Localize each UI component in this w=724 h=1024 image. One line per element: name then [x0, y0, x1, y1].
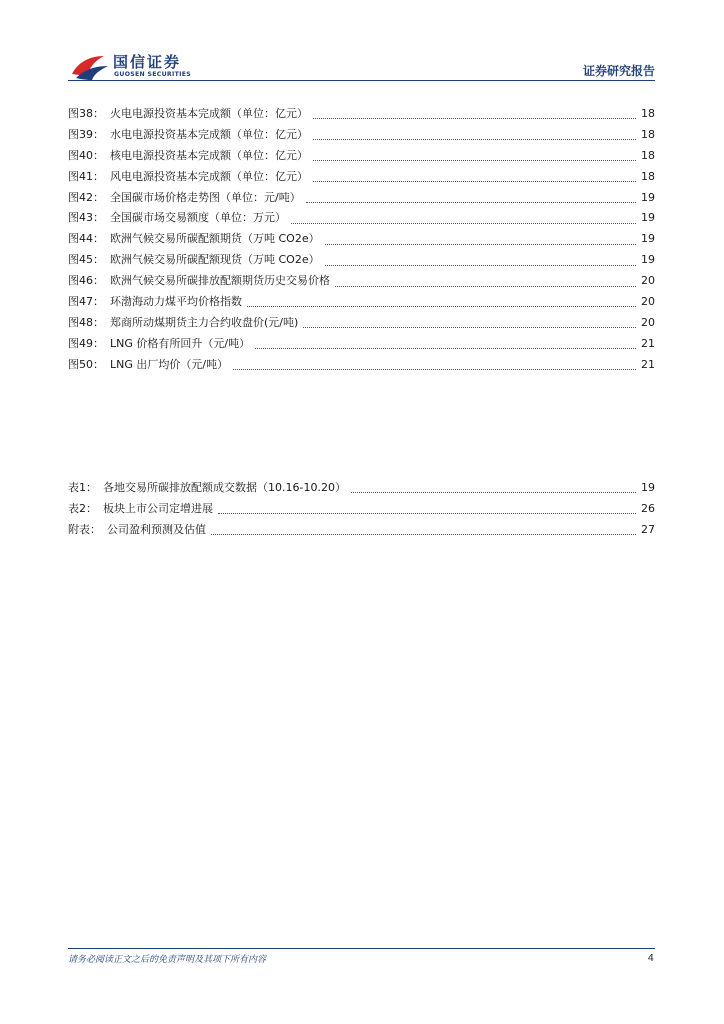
- figure-toc-entry[interactable]: [68, 271, 655, 292]
- toc-dot-leader: [313, 159, 636, 161]
- toc-entry-title: 公司盈利预测及估值: [107, 522, 206, 536]
- toc-entry-title: LNG 价格有所回升（元/吨）: [110, 336, 251, 350]
- page-header: [0, 0, 724, 90]
- figure-toc-entry[interactable]: [68, 334, 655, 355]
- toc-dot-leader: [211, 533, 636, 535]
- figure-toc-entry[interactable]: [68, 355, 655, 376]
- figure-toc-entry[interactable]: [68, 208, 655, 229]
- toc-entry-title: 板块上市公司定增进展: [103, 501, 213, 515]
- toc-entry-page-number: 27: [641, 522, 655, 536]
- toc-dot-leader: [233, 368, 636, 370]
- guosen-logo-icon: [70, 52, 110, 82]
- figure-toc-entry[interactable]: [68, 188, 655, 209]
- toc-entry-title: 环渤海动力煤平均价格指数: [110, 295, 242, 309]
- toc-entry-label: 附表：: [68, 522, 101, 536]
- toc-entry-title: 火电电源投资基本完成额（单位：亿元）: [110, 107, 308, 120]
- toc-entry-title: 全国碳市场价格走势图（单位：元/吨）: [110, 190, 301, 204]
- toc-entry-page-number: 20: [641, 315, 655, 329]
- figure-toc-entry[interactable]: [68, 125, 655, 146]
- toc-dot-leader: [313, 117, 636, 119]
- page-number: 4: [647, 953, 654, 964]
- toc-entry-title: 全国碳市场交易额度（单位：万元）: [110, 211, 286, 225]
- figure-toc-entry[interactable]: [68, 229, 655, 250]
- toc-entry-title: 各地交易所碳排放配额成交数据（10.16-10.20）: [103, 481, 346, 494]
- toc-dot-leader: [313, 138, 636, 140]
- table-toc-entry[interactable]: [68, 520, 655, 541]
- toc-entry-page-number: 21: [641, 336, 655, 350]
- toc-entry-label: 图39：: [68, 127, 104, 141]
- table-index: [68, 478, 655, 541]
- toc-dot-leader: [351, 491, 636, 493]
- toc-entry-page-number: 20: [641, 295, 655, 309]
- toc-entry-page-number: 19: [641, 232, 655, 246]
- toc-entry-label: 图43：: [68, 211, 104, 225]
- toc-entry-page-number: 19: [641, 253, 655, 267]
- header-divider: [68, 80, 655, 81]
- toc-dot-leader: [218, 512, 636, 514]
- toc-entry-page-number: 21: [641, 357, 655, 371]
- logo-english-text: GUOSEN SECURITIES: [114, 71, 191, 78]
- footer-disclaimer: 请务必阅读正文之后的免责声明及其项下所有内容: [68, 955, 267, 965]
- toc-entry-label: 图40：: [68, 148, 104, 162]
- toc-entry-label: 表2：: [68, 501, 97, 515]
- toc-entry-title: 核电电源投资基本完成额（单位：亿元）: [110, 148, 308, 162]
- toc-dot-leader: [255, 347, 636, 349]
- toc-entry-page-number: 19: [641, 481, 655, 494]
- toc-entry-page-number: 19: [641, 211, 655, 225]
- figure-toc-entry[interactable]: [68, 167, 655, 188]
- toc-entry-label: 图38：: [68, 107, 104, 120]
- footer-divider: [68, 948, 655, 949]
- toc-entry-label: 图47：: [68, 295, 104, 309]
- toc-dot-leader: [335, 285, 636, 287]
- guosen-logo: [70, 50, 200, 84]
- figure-toc-entry[interactable]: [68, 292, 655, 313]
- toc-entry-title: 郑商所动煤期货主力合约收盘价(元/吨): [110, 315, 299, 329]
- toc-entry-label: 图49：: [68, 336, 104, 350]
- toc-dot-leader: [325, 243, 636, 245]
- toc-entry-label: 表1：: [68, 481, 97, 494]
- toc-dot-leader: [313, 180, 636, 182]
- report-type-label: 证券研究报告: [582, 64, 655, 78]
- figure-toc-entry[interactable]: [68, 313, 655, 334]
- toc-entry-label: 图45：: [68, 253, 104, 267]
- toc-entry-title: 欧洲气候交易所碳配额期货（万吨 CO2e）: [110, 232, 320, 246]
- toc-entry-title: 风电电源投资基本完成额（单位：亿元）: [110, 169, 308, 183]
- toc-entry-title: 水电电源投资基本完成额（单位：亿元）: [110, 127, 308, 141]
- figure-toc-entry[interactable]: [68, 146, 655, 167]
- toc-dot-leader: [325, 264, 636, 266]
- toc-entry-label: 图50：: [68, 357, 104, 371]
- toc-entry-page-number: 18: [641, 127, 655, 141]
- toc-entry-label: 图44：: [68, 232, 104, 246]
- toc-entry-title: 欧洲气候交易所碳配额现货（万吨 CO2e）: [110, 253, 320, 267]
- toc-dot-leader: [291, 222, 636, 224]
- toc-entry-label: 图42：: [68, 190, 104, 204]
- figure-index: [68, 104, 655, 376]
- toc-entry-page-number: 18: [641, 148, 655, 162]
- toc-entry-page-number: 20: [641, 274, 655, 288]
- figure-toc-entry[interactable]: [68, 250, 655, 271]
- table-toc-entry[interactable]: [68, 478, 655, 499]
- logo-chinese-text: 国信证券: [113, 53, 182, 71]
- toc-entry-label: 图48：: [68, 315, 104, 329]
- figure-toc-entry[interactable]: [68, 104, 655, 125]
- toc-entry-title: 欧洲气候交易所碳排放配额期货历史交易价格: [110, 274, 330, 288]
- toc-dot-leader: [247, 305, 636, 307]
- toc-entry-page-number: 19: [641, 190, 655, 204]
- toc-entry-label: 图46：: [68, 274, 104, 288]
- toc-entry-title: LNG 出厂均价（元/吨）: [110, 357, 229, 371]
- toc-entry-page-number: 26: [641, 501, 655, 515]
- toc-entry-page-number: 18: [641, 107, 655, 120]
- toc-entry-page-number: 18: [641, 169, 655, 183]
- table-toc-entry[interactable]: [68, 499, 655, 520]
- toc-entry-label: 图41：: [68, 169, 104, 183]
- toc-dot-leader: [306, 201, 636, 203]
- toc-dot-leader: [303, 326, 636, 328]
